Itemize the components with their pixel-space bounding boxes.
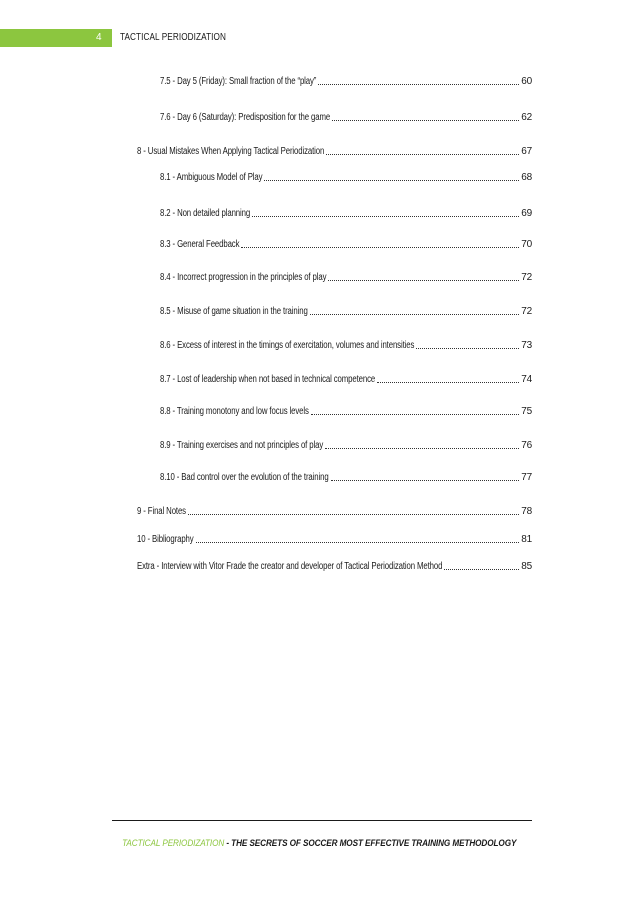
toc-entry-page: 70 — [521, 239, 532, 250]
toc-dot-leader — [252, 215, 519, 217]
toc-entry[interactable] — [160, 404, 532, 418]
toc-entry[interactable] — [160, 270, 532, 284]
toc-entry-title: 10 - Bibliography — [137, 534, 194, 545]
running-header-title: TACTICAL PERIODIZATION — [120, 32, 226, 43]
toc-entry[interactable] — [160, 206, 532, 220]
footer-subtitle: THE SECRETS OF SOCCER MOST EFFECTIVE TRAINING METHODOLOGY — [230, 838, 517, 849]
toc-entry-title: 7.5 - Day 5 (Friday): Small fraction of the “play” — [160, 76, 317, 87]
toc-entry-page: 85 — [521, 561, 532, 572]
toc-dot-leader — [377, 381, 519, 383]
toc-entry[interactable] — [137, 559, 532, 573]
toc-entry-title: 8.4 - Incorrect progression in the principles of play — [160, 272, 327, 283]
toc-dot-leader — [326, 153, 519, 155]
toc-entry-page: 78 — [521, 506, 532, 517]
page-number: 4 — [96, 32, 102, 43]
toc-entry-page: 76 — [521, 440, 532, 451]
toc-entry-title: 8.9 - Training exercises and not principles of play — [160, 440, 324, 451]
toc-entry[interactable] — [137, 532, 532, 546]
toc-entry[interactable] — [160, 338, 532, 352]
toc-entry[interactable] — [160, 170, 532, 184]
toc-entry-title: 9 - Final Notes — [137, 506, 186, 517]
toc-entry-title: 8.10 - Bad control over the evolution of the training — [160, 472, 329, 483]
toc-entry-title: 8 - Usual Mistakes When Applying Tactical Periodization — [137, 146, 325, 157]
toc-entry[interactable] — [160, 74, 532, 88]
toc-entry-title: 8.8 - Training monotony and low focus levels — [160, 406, 309, 417]
toc-entry-page: 72 — [521, 272, 532, 283]
toc-entry-title: 8.3 - General Feedback — [160, 239, 240, 250]
toc-entry-page: 69 — [521, 208, 532, 219]
toc-entry[interactable] — [160, 372, 532, 386]
toc-entry-page: 75 — [521, 406, 532, 417]
toc-dot-leader — [241, 246, 519, 248]
toc-entry[interactable] — [137, 504, 532, 518]
toc-dot-leader — [416, 347, 519, 349]
toc-dot-leader — [328, 279, 519, 281]
toc-entry[interactable] — [160, 304, 532, 318]
toc-entry-page: 81 — [521, 534, 532, 545]
toc-dot-leader — [264, 179, 519, 181]
toc-entry-title: 7.6 - Day 6 (Saturday): Predisposition for the game — [160, 112, 331, 123]
toc-entry-title: 8.7 - Lost of leadership when not based in technical competence — [160, 374, 376, 385]
toc-entry-page: 73 — [521, 340, 532, 351]
toc-entry[interactable] — [160, 438, 532, 452]
toc-entry-page: 67 — [521, 146, 532, 157]
toc-dot-leader — [318, 83, 519, 85]
toc-dot-leader — [188, 513, 519, 515]
footer-divider — [112, 820, 532, 821]
toc-dot-leader — [196, 541, 520, 543]
toc-entry-page: 77 — [521, 472, 532, 483]
toc-dot-leader — [331, 479, 520, 481]
toc-entry-title: 8.2 - Non detailed planning — [160, 208, 251, 219]
toc-entry-title: 8.1 - Ambiguous Model of Play — [160, 172, 263, 183]
toc-entry[interactable] — [160, 470, 532, 484]
toc-dot-leader — [332, 119, 519, 121]
footer-separator: - — [223, 838, 231, 849]
toc-entry-page: 74 — [521, 374, 532, 385]
running-footer — [0, 838, 638, 849]
toc-entry[interactable] — [160, 237, 532, 251]
footer-brand: TACTICAL PERIODIZATION — [121, 838, 224, 849]
toc-entry-page: 60 — [521, 76, 532, 87]
toc-entry[interactable] — [137, 144, 532, 158]
toc-dot-leader — [311, 413, 519, 415]
toc-entry-title: Extra - Interview with Vitor Frade the creator and developer of Tactical Periodization Method — [137, 561, 443, 572]
toc-dot-leader — [310, 313, 520, 315]
toc-entry-title: 8.5 - Misuse of game situation in the training — [160, 306, 308, 317]
toc-dot-leader — [325, 447, 519, 449]
toc-entry-title: 8.6 - Excess of interest in the timings of exercitation, volumes and intensities — [160, 340, 415, 351]
toc-entry-page: 68 — [521, 172, 532, 183]
toc-dot-leader — [444, 568, 519, 570]
toc-entry-page: 62 — [521, 112, 532, 123]
toc-entry-page: 72 — [521, 306, 532, 317]
toc-entry[interactable] — [160, 110, 532, 124]
